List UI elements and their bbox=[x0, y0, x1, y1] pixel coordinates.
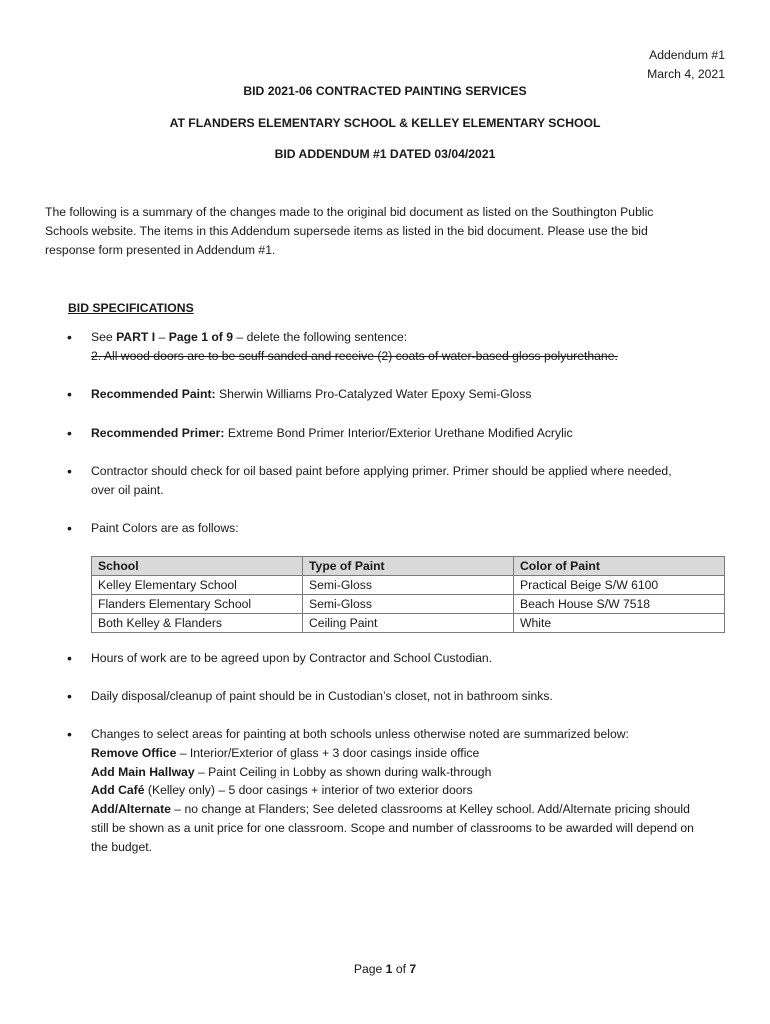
change-remove-office bbox=[91, 744, 731, 763]
recommended-primer-value: Extreme Bond Primer Interior/Exterior Urethane Modified Acrylic bbox=[224, 426, 573, 440]
intro-line-1: The following is a summary of the changes made to the original bid document as listed on the Southington Public bbox=[45, 205, 654, 219]
bullet-recommended-primer bbox=[91, 424, 731, 443]
table-cell-school: Kelley Elementary School bbox=[92, 576, 303, 595]
bullet-part-i-dash: – bbox=[155, 330, 169, 344]
change-add-alternate-line-3: the budget. bbox=[91, 840, 152, 854]
deleted-sentence: 2. All wood doors are to be scuff sanded and receive (2) coats of water-based gloss polyurethane. bbox=[91, 349, 618, 363]
recommended-primer-label: Recommended Primer: bbox=[91, 426, 225, 440]
recommended-paint-value: Sherwin Williams Pro-Catalyzed Water Epoxy Semi-Gloss bbox=[215, 387, 532, 401]
recommended-paint-label: Recommended Paint: bbox=[91, 387, 216, 401]
bullet-oil-paint-line-1: Contractor should check for oil based paint before applying primer. Primer should be applied where needed, bbox=[91, 464, 672, 478]
page-current: 1 bbox=[385, 962, 393, 976]
bullet-recommended-paint bbox=[91, 385, 731, 404]
paint-colors-table bbox=[91, 556, 725, 633]
change-add-main-hallway-label: Add Main Hallway bbox=[91, 765, 195, 779]
bullet-part-i-page: Page 1 of 9 bbox=[168, 330, 234, 344]
change-add-cafe-text: (Kelley only) – 5 door casings + interior of two exterior doors bbox=[144, 783, 473, 797]
bullet-icon: • bbox=[67, 726, 72, 742]
change-add-cafe-label: Add Café bbox=[91, 783, 145, 797]
table-header-school: School bbox=[92, 557, 303, 576]
bullet-hours-of-work: Hours of work are to be agreed upon by Contractor and School Custodian. bbox=[91, 651, 493, 665]
page-number bbox=[0, 960, 770, 979]
bullet-icon: • bbox=[67, 463, 72, 479]
bullet-oil-paint-line-2: over oil paint. bbox=[91, 483, 164, 497]
bullet-icon: • bbox=[67, 425, 72, 441]
table-cell-type: Semi-Gloss bbox=[303, 595, 514, 614]
bullet-icon: • bbox=[67, 520, 72, 536]
change-add-alternate-text: – no change at Flanders; See deleted classrooms at Kelley school. Add/Alternate pricing should bbox=[170, 802, 690, 816]
table-cell-color: Practical Beige S/W 6100 bbox=[514, 576, 725, 595]
table-cell-color: White bbox=[514, 614, 725, 633]
bullet-icon: • bbox=[67, 386, 72, 402]
change-remove-office-text: – Interior/Exterior of glass + 3 door casings inside office bbox=[176, 746, 480, 760]
bullet-part-i-prefix: See bbox=[91, 330, 117, 344]
bullet-changes-intro: Changes to select areas for painting at both schools unless otherwise noted are summarized below: bbox=[91, 727, 629, 741]
bullet-icon: • bbox=[67, 329, 72, 345]
bullet-icon: • bbox=[67, 650, 72, 666]
change-remove-office-label: Remove Office bbox=[91, 746, 177, 760]
title-line-2: AT FLANDERS ELEMENTARY SCHOOL & KELLEY ELEMENTARY SCHOOL bbox=[169, 116, 601, 130]
table-cell-school: Flanders Elementary School bbox=[92, 595, 303, 614]
addendum-date: March 4, 2021 bbox=[647, 67, 725, 81]
table-header-type: Type of Paint bbox=[303, 557, 514, 576]
table-row bbox=[92, 595, 725, 614]
bullet-paint-colors: Paint Colors are as follows: bbox=[91, 521, 239, 535]
bullet-part-i bbox=[91, 328, 731, 347]
page-total: 7 bbox=[409, 962, 417, 976]
table-row bbox=[92, 614, 725, 633]
intro-line-2: Schools website. The items in this Addendum supersede items as listed in the bid document. Please use the bid bbox=[45, 224, 648, 238]
change-add-cafe bbox=[91, 781, 731, 800]
change-add-main-hallway-text: – Paint Ceiling in Lobby as shown during walk-through bbox=[194, 765, 492, 779]
bullet-part-i-part: PART I bbox=[116, 330, 156, 344]
page-word: Page bbox=[353, 962, 386, 976]
table-cell-school: Both Kelley & Flanders bbox=[92, 614, 303, 633]
title-line-1: BID 2021-06 CONTRACTED PAINTING SERVICES bbox=[243, 84, 527, 98]
table-cell-type: Semi-Gloss bbox=[303, 576, 514, 595]
change-add-alternate-line-2: still be shown as a unit price for one classroom. Scope and number of classrooms to be awarded will depend on bbox=[91, 821, 694, 835]
table-row bbox=[92, 576, 725, 595]
page-of-word: of bbox=[392, 962, 410, 976]
bullet-disposal: Daily disposal/cleanup of paint should be in Custodian’s closet, not in bathroom sinks. bbox=[91, 689, 553, 703]
change-add-alternate bbox=[91, 800, 731, 819]
intro-line-3: response form presented in Addendum #1. bbox=[45, 243, 276, 257]
bullet-icon: • bbox=[67, 688, 72, 704]
addendum-number: Addendum #1 bbox=[649, 48, 725, 62]
bullet-part-i-rest: – delete the following sentence: bbox=[233, 330, 408, 344]
change-add-alternate-label: Add/Alternate bbox=[91, 802, 171, 816]
section-heading: BID SPECIFICATIONS bbox=[68, 301, 194, 315]
change-add-main-hallway bbox=[91, 763, 731, 782]
title-line-3: BID ADDENDUM #1 DATED 03/04/2021 bbox=[274, 147, 496, 161]
table-header-row bbox=[92, 557, 725, 576]
table-header-color: Color of Paint bbox=[514, 557, 725, 576]
table-cell-color: Beach House S/W 7518 bbox=[514, 595, 725, 614]
table-cell-type: Ceiling Paint bbox=[303, 614, 514, 633]
